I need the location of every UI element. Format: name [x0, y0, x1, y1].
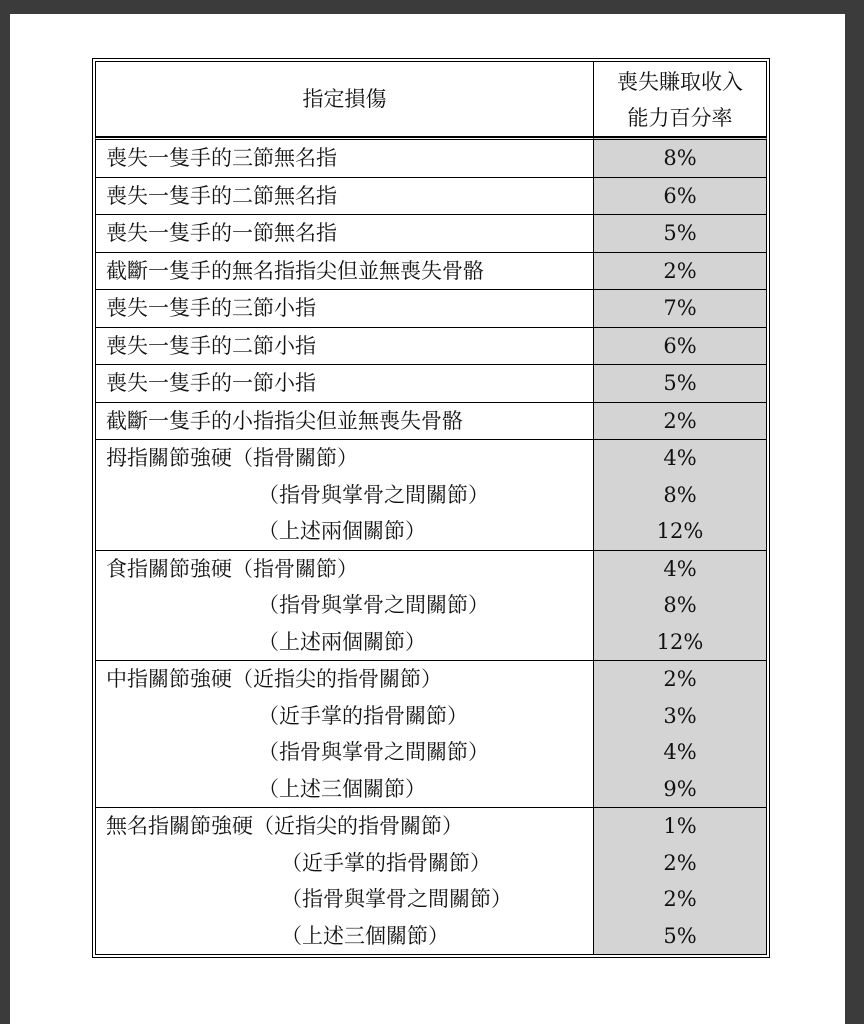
rate-cell [593, 661, 767, 808]
rate-value: 7% [663, 296, 697, 320]
injury-description [95, 661, 593, 808]
rate-value: 6% [663, 183, 697, 208]
description-line: 喪失一隻手的一節小指 [106, 371, 316, 395]
description-line: 喪失一隻手的二節無名指 [106, 183, 337, 208]
rate-value: 5% [663, 221, 697, 245]
rate-value: 1% [663, 814, 697, 838]
table-row [95, 365, 767, 403]
rate-value: 4% [663, 446, 697, 470]
table-body [95, 137, 767, 955]
table-row [95, 403, 767, 441]
rate-value: 5% [663, 923, 697, 948]
description-line: 食指關節強硬（指骨關節） [106, 556, 358, 581]
rate-cell [593, 440, 767, 551]
description-line: （上述三個關節） [258, 776, 426, 801]
table-row [95, 137, 767, 178]
table-row [95, 215, 767, 253]
rate-value: 2% [663, 258, 697, 283]
rate-cell [593, 808, 767, 955]
description-line: 喪失一隻手的二節小指 [106, 333, 316, 358]
rate-value: 8% [663, 593, 697, 617]
injury-description [95, 215, 593, 253]
injury-description [95, 440, 593, 551]
injury-description [95, 808, 593, 955]
header-rate [593, 61, 767, 137]
description-line: （指骨與掌骨之間關節） [258, 593, 489, 617]
rate-cell [593, 328, 767, 366]
rate-value: 6% [663, 333, 697, 358]
description-line: 喪失一隻手的三節小指 [106, 296, 316, 320]
header-rate-line2: 能力百分率 [627, 105, 733, 130]
rate-value: 8% [663, 146, 697, 170]
injury-description [95, 365, 593, 403]
description-line: （上述三個關節） [281, 923, 449, 948]
rate-cell [593, 137, 767, 178]
rate-value: 12% [656, 629, 704, 654]
table-row [95, 551, 767, 662]
rate-value: 9% [663, 776, 697, 801]
injury-description [95, 328, 593, 366]
injury-description [95, 403, 593, 441]
rate-cell [593, 253, 767, 291]
description-line: （近手掌的指骨關節） [258, 703, 468, 728]
description-line: 喪失一隻手的一節無名指 [106, 221, 337, 245]
description-line: （指骨與掌骨之間關節） [281, 887, 512, 911]
rate-cell [593, 551, 767, 662]
injury-description [95, 137, 593, 178]
description-line: 截斷一隻手的無名指指尖但並無喪失骨骼 [106, 258, 484, 283]
table-row [95, 661, 767, 808]
header-rate-line1: 喪失賺取收入 [617, 69, 743, 94]
rate-cell [593, 290, 767, 328]
rate-value: 3% [663, 703, 697, 728]
injury-description [95, 253, 593, 291]
table-row [95, 808, 767, 955]
rate-value: 2% [663, 408, 697, 433]
table-row [95, 440, 767, 551]
rate-value: 4% [663, 740, 697, 764]
document-page [10, 14, 845, 1024]
injury-description [95, 290, 593, 328]
injury-description [95, 178, 593, 216]
rate-value: 2% [663, 887, 697, 911]
rate-cell [593, 178, 767, 216]
description-line: （指骨與掌骨之間關節） [258, 482, 489, 507]
description-line: 中指關節強硬（近指尖的指骨關節） [106, 667, 442, 691]
rate-cell [593, 403, 767, 441]
description-line: 無名指關節強硬（近指尖的指骨關節） [106, 814, 463, 838]
compensation-table [92, 58, 770, 958]
rate-value: 2% [663, 667, 697, 691]
description-line: 截斷一隻手的小指指尖但並無喪失骨骼 [106, 408, 463, 433]
rate-cell [593, 215, 767, 253]
table-row [95, 253, 767, 291]
table-header-row [95, 61, 767, 137]
rate-value: 8% [663, 482, 697, 507]
description-line: 喪失一隻手的三節無名指 [106, 146, 337, 170]
table-row [95, 328, 767, 366]
table-row [95, 178, 767, 216]
header-injury: 指定損傷 [95, 61, 593, 137]
rate-value: 2% [663, 850, 697, 875]
description-line: 拇指關節強硬（指骨關節） [106, 446, 358, 470]
rate-value: 5% [663, 371, 697, 395]
description-line: （上述兩個關節） [258, 629, 426, 654]
table-row [95, 290, 767, 328]
rate-value: 4% [663, 556, 697, 581]
description-line: （指骨與掌骨之間關節） [258, 740, 489, 764]
rate-cell [593, 365, 767, 403]
description-line: （上述兩個關節） [258, 519, 426, 543]
rate-value: 12% [656, 519, 704, 543]
description-line: （近手掌的指骨關節） [281, 850, 491, 875]
injury-description [95, 551, 593, 662]
